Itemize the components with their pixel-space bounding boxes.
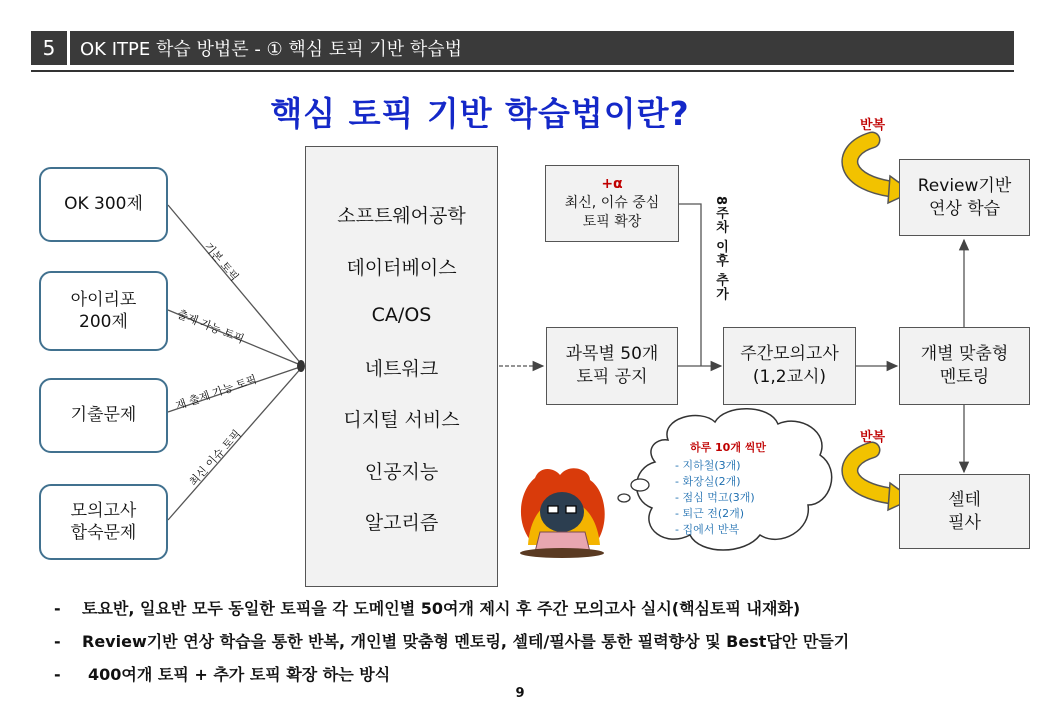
box-line: (1,2교시) xyxy=(752,367,827,387)
source-label: 합숙문제 xyxy=(70,523,137,543)
alpha-line: 최신, 이슈 중심 xyxy=(564,195,660,212)
edge-label-reexam: 재 출제 가능 토픽 xyxy=(174,372,259,413)
source-label: 기출문제 xyxy=(70,405,137,426)
bullet-text: Review기반 연상 학습을 통한 반복, 개인별 맞춤형 멘토링, 셀테/필사를 통한 필력향상 및 Best답안 만들기 xyxy=(82,632,850,651)
box-line: Review기반 xyxy=(917,175,1012,196)
cloud-item: - 화장실(2개) xyxy=(675,475,741,488)
edge-label-basic: 기본 토픽 xyxy=(201,240,242,284)
box-line: 연상 학습 xyxy=(928,198,1001,219)
review-box xyxy=(899,159,1030,236)
box-line: 주간모의고사 xyxy=(740,344,839,365)
alpha-line: 토픽 확장 xyxy=(582,213,642,230)
subject-topics-box xyxy=(546,327,678,405)
topic-item: 네트워크 xyxy=(364,358,439,380)
source-past-exams xyxy=(39,378,168,453)
source-label: OK 300제 xyxy=(64,194,143,215)
alpha-title: +α xyxy=(601,176,623,193)
mentoring-box xyxy=(899,327,1030,405)
topic-item: 소프트웨어공학 xyxy=(337,205,466,227)
section-number: 5 xyxy=(31,31,67,65)
bullet-text: 400여개 토픽 + 추가 토픽 확장 하는 방식 xyxy=(88,665,391,684)
edge-label-latest: 최신 이슈 토픽 xyxy=(186,427,244,489)
edge-label-possible: 출제 가능 토픽 xyxy=(175,307,246,346)
sete-box xyxy=(899,474,1030,549)
page-title: 핵심 토픽 기반 학습법이란? xyxy=(270,94,690,133)
repeat-label-top: 반복 xyxy=(860,118,886,133)
page-number: 9 xyxy=(515,686,525,701)
bullet-dash: - xyxy=(54,632,61,651)
source-label: 모의고사 xyxy=(70,500,137,521)
repeat-label-bottom: 반복 xyxy=(860,430,886,445)
topic-panel xyxy=(305,146,498,587)
box-line: 과목별 50개 xyxy=(565,344,659,365)
header-title: OK ITPE 학습 방법론 - ① 핵심 토픽 기반 학습법 xyxy=(70,31,1014,65)
edge-alpha xyxy=(679,204,701,366)
box-line: 셀테 xyxy=(948,489,981,510)
cloud-item: - 지하철(3개) xyxy=(675,459,741,472)
source-label: 아이리포 xyxy=(70,289,137,310)
alpha-box xyxy=(545,165,679,242)
box-line: 멘토링 xyxy=(939,367,990,387)
source-airipo xyxy=(39,271,168,351)
source-label: 200제 xyxy=(79,312,128,332)
topic-item: CA/OS xyxy=(371,304,432,326)
cloud-title: 하루 10개 씩만 xyxy=(689,441,767,454)
bullet-dash: - xyxy=(54,665,61,684)
topic-item: 데이터베이스 xyxy=(346,257,457,279)
weekly-exam-box xyxy=(723,327,856,405)
bullet-text: 토요반, 일요반 모두 동일한 토픽을 각 도메인별 50여개 제시 후 주간 모의고사 실시(핵심토픽 내재화) xyxy=(82,599,801,618)
bullet-dash: - xyxy=(54,599,61,618)
frustrated-student-icon xyxy=(520,468,605,558)
source-mock-exams xyxy=(39,484,168,560)
source-ok300 xyxy=(39,167,168,242)
cloud-item: - 점심 먹고(3개) xyxy=(675,491,755,504)
box-line: 필사 xyxy=(948,512,981,533)
topic-item: 알고리즘 xyxy=(364,512,439,534)
box-line: 토픽 공지 xyxy=(576,367,648,387)
cloud-item: - 집에서 반복 xyxy=(675,523,740,536)
box-line: 개별 맞춤형 xyxy=(920,344,1009,365)
bullet-item xyxy=(54,596,800,619)
topic-item: 디지털 서비스 xyxy=(343,409,460,431)
after-week-label: 8주차 이후 추가 xyxy=(713,196,728,302)
bullet-item xyxy=(54,662,390,685)
bullet-item xyxy=(54,629,849,652)
topic-item: 인공지능 xyxy=(364,461,439,483)
cloud-item: - 퇴근 전(2개) xyxy=(675,507,745,520)
